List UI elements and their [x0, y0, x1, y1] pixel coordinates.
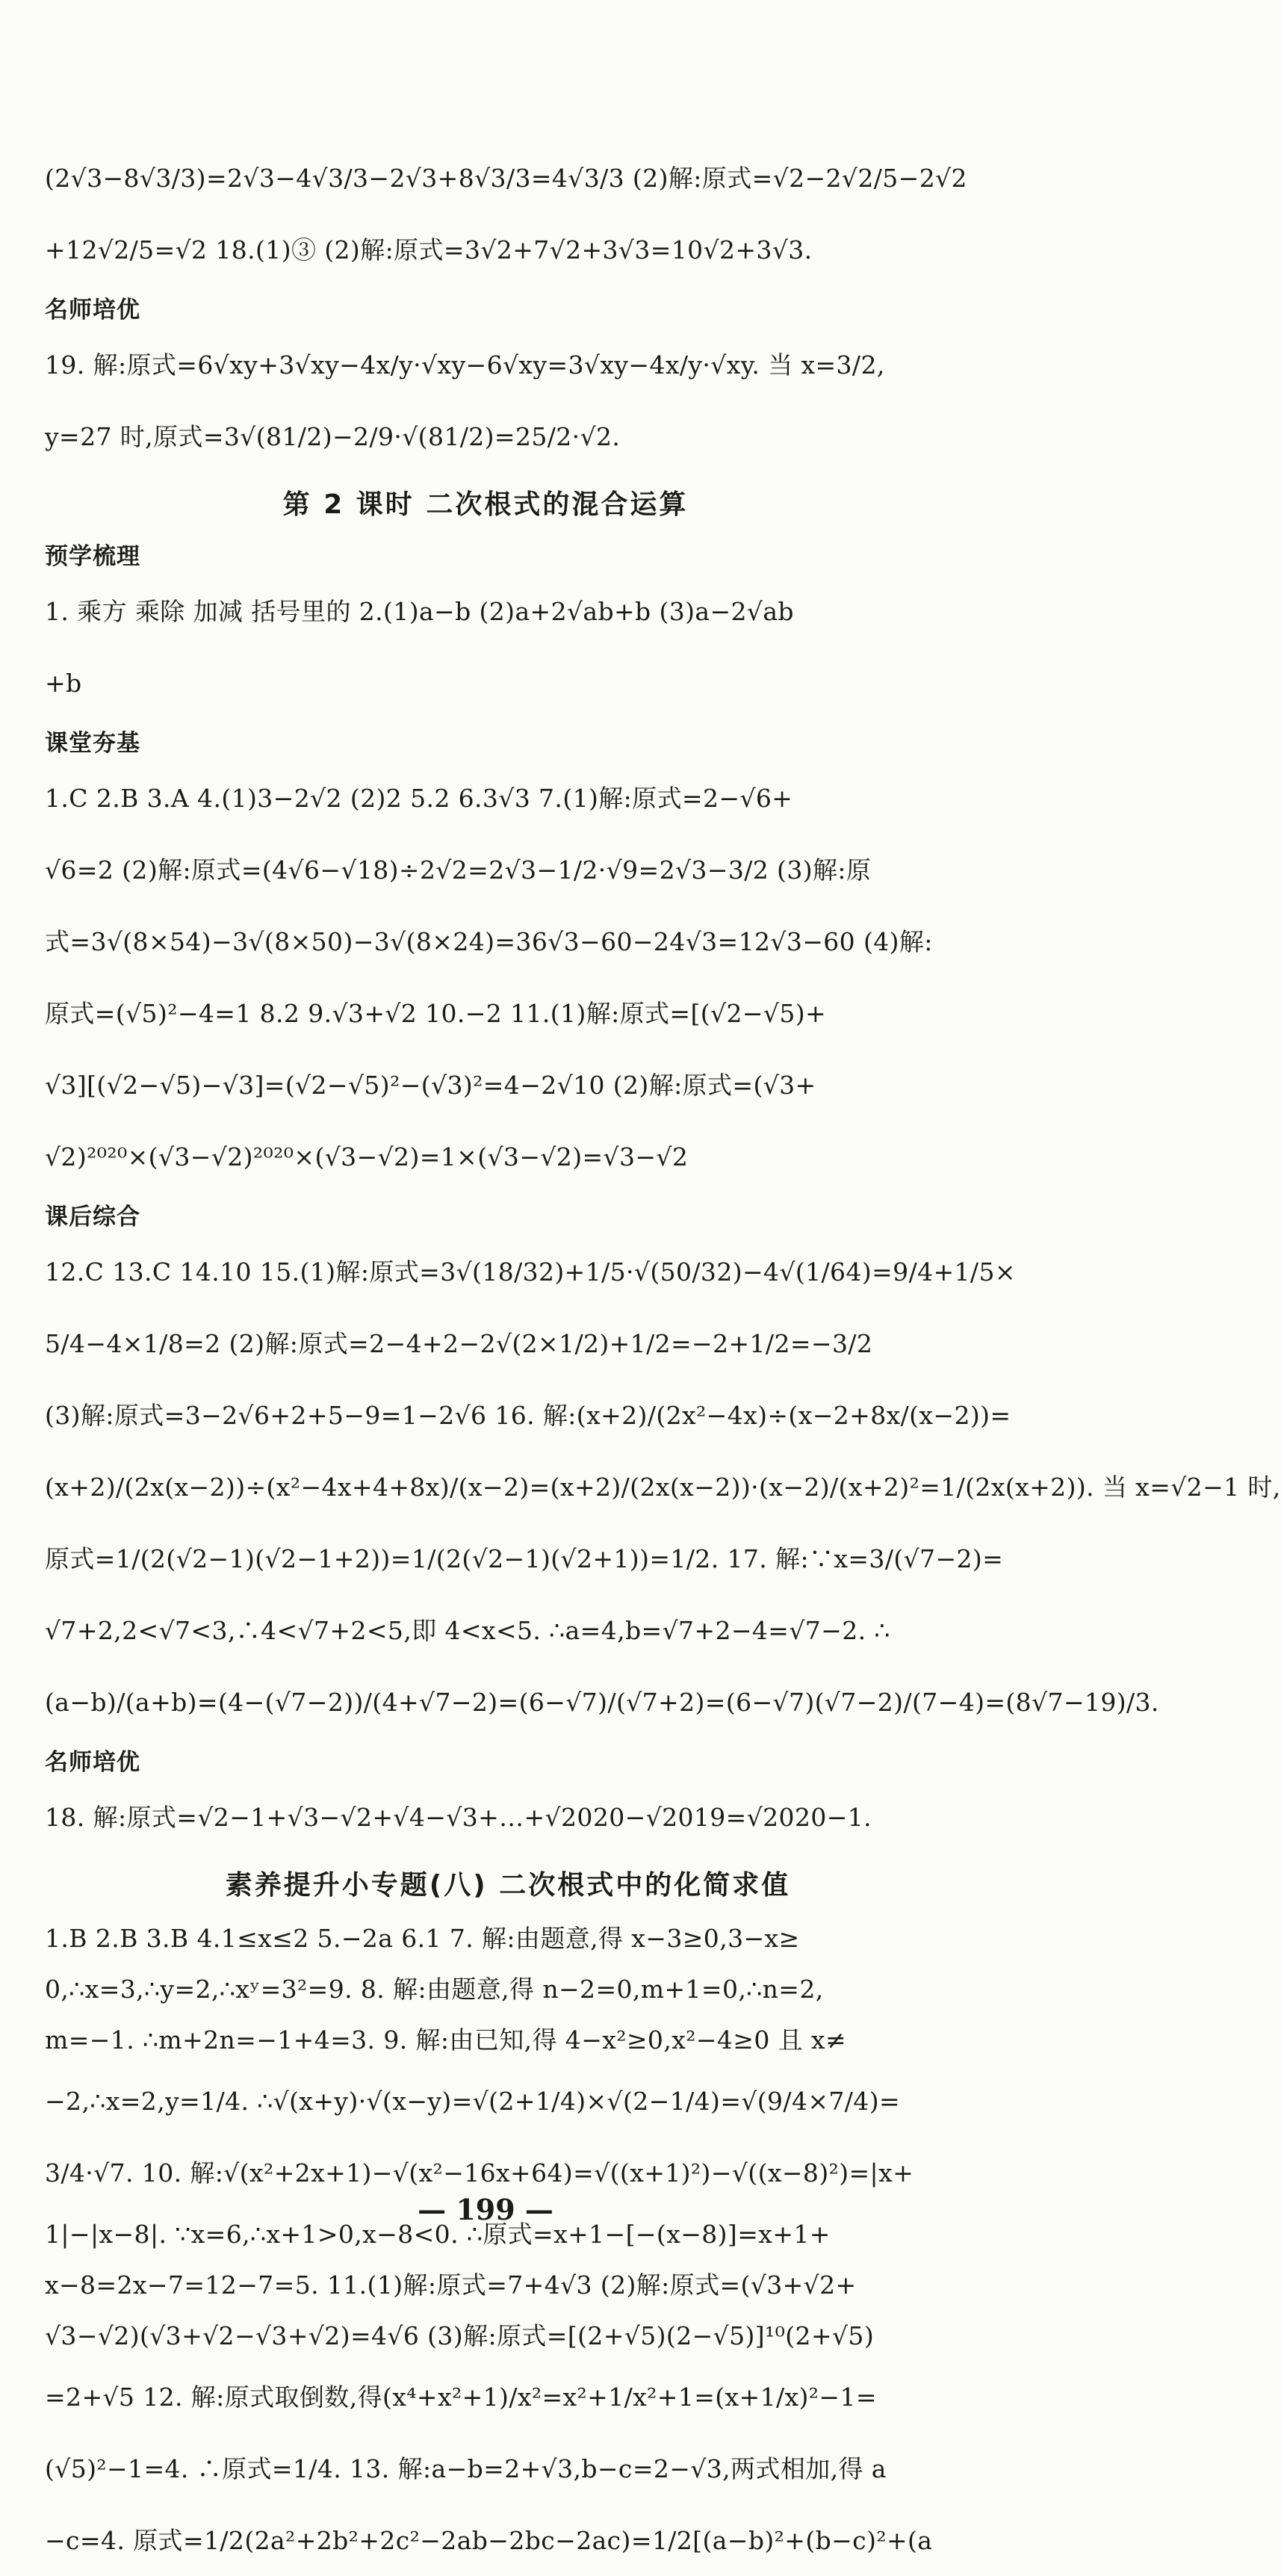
text-line: 原式=(√5)²−4=1 8.2 9.√3+√2 10.−2 11.(1)解:原式=[(√2−√5)+ [45, 998, 827, 1028]
text-line: 5/4−4×1/8=2 (2)解:原式=2−4+2−2√(2×1/2)+1/2=−2+1/2=−3/2 [45, 1328, 873, 1358]
text-line: 0,∴x=3,∴y=2,∴xʸ=3²=9. 8. 解:由题意,得 n−2=0,m+1=0,∴n=2, [45, 1974, 824, 2004]
text-line: 3/4·√7. 10. 解:√(x²+2x+1)−√(x²−16x+64)=√((x+1)²)−√((x−8)²)=|x+ [45, 2158, 914, 2188]
section-heading: 课堂夯基 [45, 729, 140, 757]
text-line: √7+2,2<√7<3,∴4<√7+2<5,即 4<x<5. ∴a=4,b=√7+2−4=√7−2. ∴ [45, 1615, 890, 1645]
text-line: (2√3−8√3/3)=2√3−4√3/3−2√3+8√3/3=4√3/3 (2)解:原式=√2−2√2/5−2√2 [45, 163, 967, 193]
lesson-title: 素养提升小专题(八) 二次根式中的化简求值 [225, 1869, 791, 1901]
text-line: m=−1. ∴m+2n=−1+4=3. 9. 解:由已知,得 4−x²≥0,x²−4≥0 且 x≠ [45, 2025, 846, 2055]
text-line: √2)²⁰²⁰×(√3−√2)²⁰²⁰×(√3−√2)=1×(√3−√2)=√3−√2 [45, 1142, 689, 1171]
text-line: √6=2 (2)解:原式=(4√6−√18)÷2√2=2√3−1/2·√9=2√3−3/2 (3)解:原 [45, 855, 872, 885]
text-line: −c=4. 原式=1/2(2a²+2b²+2c²−2ab−2bc−2ac)=1/2[(a−b)²+(b−c)²+(a [45, 2525, 933, 2555]
text-line: √3−√2)(√3+√2−√3+√2)=4√6 (3)解:原式=[(2+√5)(2−√5)]¹⁰(2+√5) [45, 2320, 875, 2350]
text-line: +12√2/5=√2 18.(1)③ (2)解:原式=3√2+7√2+3√3=10√2+3√3. [45, 235, 813, 264]
section-heading: 名师培优 [45, 296, 140, 323]
text-line: =2+√5 12. 解:原式取倒数,得(x⁴+x²+1)/x²=x²+1/x²+1=(x+1/x)²−1= [45, 2382, 877, 2412]
lesson-title: 第 2 课时 二次根式的混合运算 [282, 489, 689, 520]
section-heading: 名师培优 [45, 1748, 140, 1776]
text-line: +b [45, 668, 82, 698]
text-line: (3)解:原式=3−2√6+2+5−9=1−2√6 16. 解:(x+2)/(2x²−4x)÷(x−2+8x/(x−2))= [45, 1400, 1011, 1430]
text-line: (a−b)/(a+b)=(4−(√7−2))/(4+√7−2)=(6−√7)/(√7+2)=(6−√7)(√7−2)/(7−4)=(8√7−19)/3. [45, 1687, 1159, 1717]
text-line: 1. 乘方 乘除 加减 括号里的 2.(1)a−b (2)a+2√ab+b (3)a−2√ab [45, 596, 794, 626]
text-line: y=27 时,原式=3√(81/2)−2/9·√(81/2)=25/2·√2. [45, 421, 621, 451]
text-line: (x+2)/(2x(x−2))÷(x²−4x+4+8x)/(x−2)=(x+2)/(2x(x−2))·(x−2)/(x+2)²=1/(2x(x+2)). 当 x=√2−1 时, [45, 1472, 1281, 1502]
text-line: √3][(√2−√5)−√3]=(√2−√5)²−(√3)²=4−2√10 (2)解:原式=(√3+ [45, 1070, 816, 1100]
text-line: −2,∴x=2,y=1/4. ∴√(x+y)·√(x−y)=√(2+1/4)×√(2−1/4)=√(9/4×7/4)= [45, 2086, 901, 2116]
text-line: 1.C 2.B 3.A 4.(1)3−2√2 (2)2 5.2 6.3√3 7.(1)解:原式=2−√6+ [45, 783, 793, 813]
text-line: 1|−|x−8|. ∵x=6,∴x+1>0,x−8<0. ∴原式=x+1−[−(x−8)]=x+1+ [45, 2219, 831, 2249]
text-line: 18. 解:原式=√2−1+√3−√2+√4−√3+…+√2020−√2019=√2020−1. [45, 1802, 872, 1832]
text-line: 19. 解:原式=6√xy+3√xy−4x/y·√xy−6√xy=3√xy−4x/y·√xy. 当 x=3/2, [45, 350, 885, 380]
page-number: — 199 — [418, 2193, 553, 2226]
text-line: 式=3√(8×54)−3√(8×50)−3√(8×24)=36√3−60−24√3=12√3−60 (4)解: [45, 926, 933, 956]
text-line: x−8=2x−7=12−7=5. 11.(1)解:原式=7+4√3 (2)解:原式=(√3+√2+ [45, 2270, 857, 2300]
text-line: 原式=1/(2(√2−1)(√2−1+2))=1/(2(√2−1)(√2+1))=1/2. 17. 解:∵x=3/(√7−2)= [45, 1544, 1004, 1573]
section-heading: 课后综合 [45, 1203, 140, 1230]
text-line: 12.C 13.C 14.10 15.(1)解:原式=3√(18/32)+1/5·√(50/32)−4√(1/64)=9/4+1/5× [45, 1257, 1016, 1287]
section-heading: 预学梳理 [45, 542, 140, 570]
text-line: (√5)²−1=4. ∴原式=1/4. 13. 解:a−b=2+√3,b−c=2−√3,两式相加,得 a [45, 2453, 887, 2483]
text-line: 1.B 2.B 3.B 4.1≤x≤2 5.−2a 6.1 7. 解:由题意,得 x−3≥0,3−x≥ [45, 1923, 800, 1953]
